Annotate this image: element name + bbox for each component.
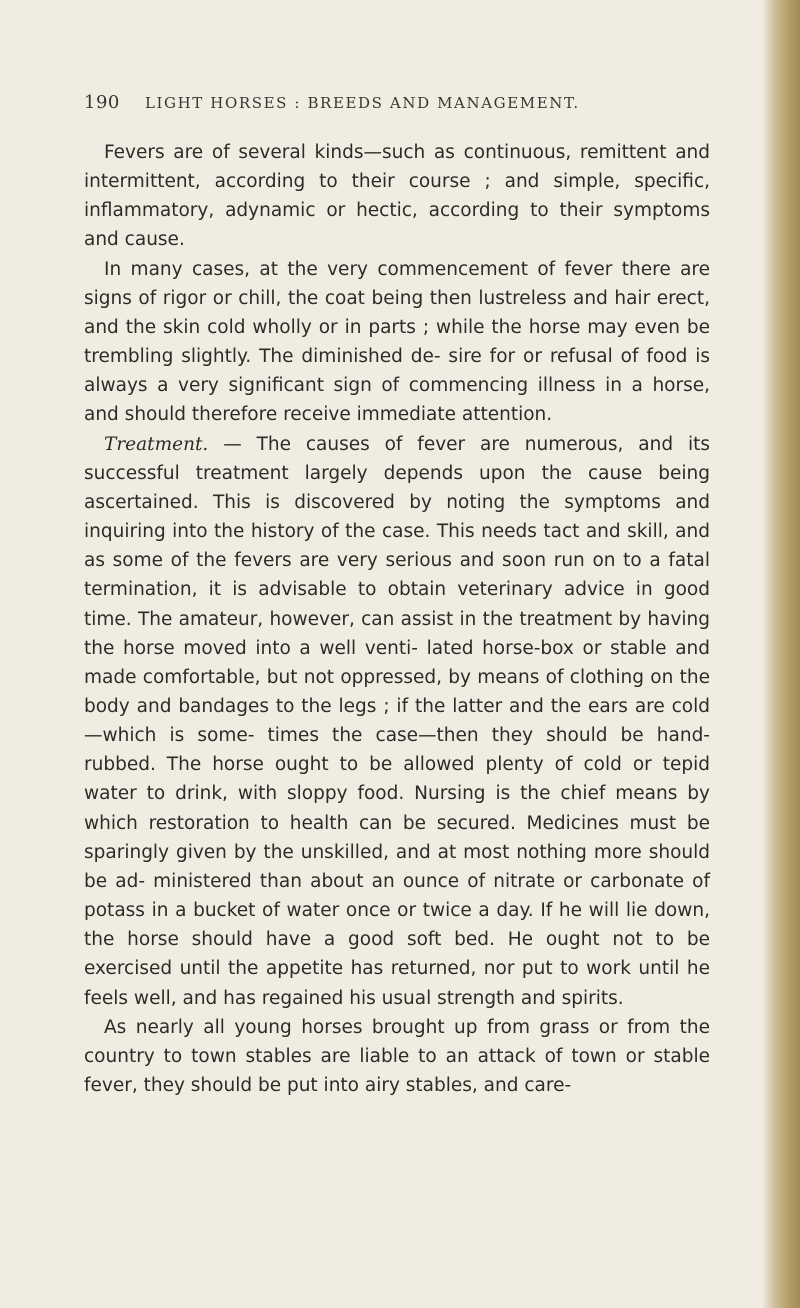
running-head xyxy=(84,92,724,113)
paragraph-text: — The causes of fever are numerous, and its successful treatment largely depends upon the cause being ascertained. This is discovered by noting the symptoms and inquiring into the history of the case. This needs tact and skill, and as some of the fevers are very serious and soon run on to a fatal termination, it is advisable to obtain veterinary advice in good time. The amateur, however, can assist in the treatment by having the horse moved into a well venti- lated horse-box or stable and made comfortable, but not oppressed, by means of clothing on the body and bandages to the legs ; if the latter and the ears are cold—which is some- times the case—then they should be hand-rubbed. The horse ought to be allowed plenty of cold or tepid water to drink, with sloppy food. Nursing is the chief means by which restoration to health can be secured. Medicines must be sparingly given by the unskilled, and at most nothing more should be ad- ministered than about an ounce of nitrate or carbonate of potass in a bucket of water once or twice a day. If he will lie down, the horse should have a good soft bed. He ought not to be exercised until the appetite has returned, nor put to work until he feels well, and has regained his usual strength and spirits. xyxy=(84,433,710,1009)
paragraph xyxy=(84,1013,710,1100)
page-number: 190 xyxy=(84,92,120,113)
paragraph-text: Fevers are of several kinds—such as continuous, remittent and intermittent, according to their course ; and simple, specific, inflammatory, adynamic or hectic, according to their symptoms and cause. xyxy=(84,142,710,251)
paragraph xyxy=(84,138,710,255)
page-edge-shadow xyxy=(762,0,800,1308)
paragraph xyxy=(84,430,710,1013)
paragraph-text: As nearly all young horses brought up from grass or from the country to town stables are liable to an attack of town or stable fever, they should be put into airy stables, and care- xyxy=(84,1016,710,1096)
running-head-title: LIGHT HORSES : BREEDS AND MANAGEMENT. xyxy=(144,94,580,112)
run-in-heading: Treatment. xyxy=(104,433,209,455)
body-text xyxy=(84,138,710,1100)
paragraph xyxy=(84,255,710,430)
paragraph-text: In many cases, at the very commencement of fever there are signs of rigor or chill, the coat being then lustreless and hair erect, and the skin cold wholly or in parts ; while the horse may even be trembling slightly. The diminished de- sire for or refusal of food is always a very significant sign of commencing illness in a horse, and should therefore receive immediate attention. xyxy=(84,258,710,426)
